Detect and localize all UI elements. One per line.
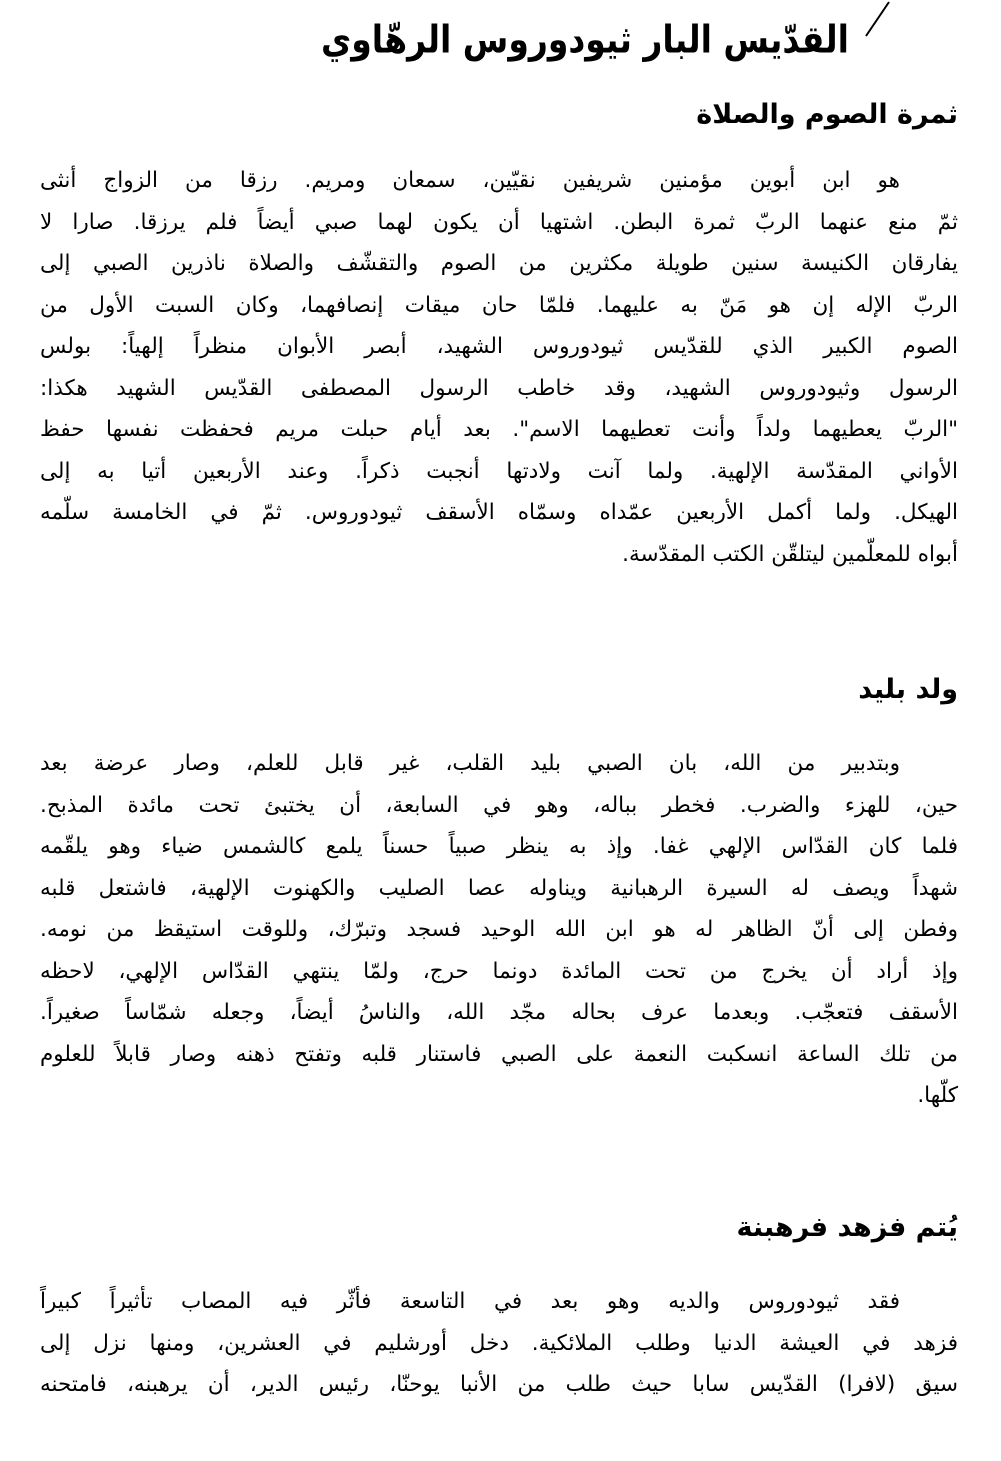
- text-line: حين، للهزء والضرب. فخطر بباله، وهو في السابعة، أن يختبئ تحت مائدة المذبح.: [40, 792, 958, 818]
- text-line: أبواه للمعلّمين ليتلقّن الكتب المقدّسة.: [622, 541, 958, 567]
- section-heading-2: ولد بليد: [858, 674, 958, 705]
- text-line: الأسقف فتعجّب. وبعدما عرف بحاله مجّد الله، والناسُ أيضاً، وجعله شمّاساً صغيراً.: [40, 1000, 958, 1025]
- text-line: سيق (لافرا) القدّيس سابا حيث طلب من الأنبا يوحنّا، رئيس الدير، أن يرهبنه، فامتحنه: [40, 1372, 958, 1397]
- text-line: الرسول وثيودوروس الشهيد، وقد خاطب الرسول المصطفى القدّيس الشهيد هكذا:: [40, 375, 958, 401]
- section-3-paragraph: [40, 1281, 958, 1406]
- section-heading-1: ثمرة الصوم والصلاة: [696, 99, 958, 130]
- text-line: فقد ثيودوروس والديه وهو بعد في التاسعة فأثّر فيه المصاب تأثيراً كبيراً: [40, 1289, 900, 1314]
- text-line: فلما كان القدّاس الإلهي غفا. وإذ به ينظر صبياً حسناً يلمع كالشمس ضياء وهو يلقّمه: [40, 834, 958, 859]
- text-line: الربّ الإله إن هو مَنّ به عليهما. فلمّا حان ميقات إنصافهما، وكان السبت الأول من: [40, 292, 958, 318]
- text-line: شهداً ويصف له السيرة الرهبانية ويناوله عصا الصليب والكهنوت الإلهية، فاشتعل قلبه: [40, 875, 958, 901]
- text-line: "الربّ يعطيهما ولداً وأنت تعطيهما الاسم". بعد أيام حبلت مريم فحفظت نفسها حفظ: [40, 417, 958, 442]
- text-line: ثمّ منع عنهما الربّ ثمرة البطن. اشتهيا أن يكون لهما صبي أيضاً فلم يرزقا. صارا لا: [40, 209, 958, 235]
- page-title: القدّيس البار ثيودوروس الرهّاوي: [321, 17, 849, 62]
- text-line: هو ابن أبوين مؤمنين شريفين نقيّين، سمعان ومريم. رزقا من الزواج أنثى: [40, 168, 900, 193]
- text-line: وفطن إلى أنّ الظاهر له هو ابن الله الوحيد فسجد وتبرّك، وللوقت استيقظ من نومه.: [40, 917, 958, 942]
- section-1-paragraph: [40, 160, 958, 575]
- text-line: الأواني المقدّسة الإلهية. ولما آنت ولادتها أنجبت ذكراً. وعند الأربعين أتيا به إلى: [40, 458, 958, 484]
- text-line: وإذ أراد أن يخرج من تحت المائدة دونما حرج، ولمّا ينتهي القدّاس الإلهي، لاحظه: [40, 958, 958, 984]
- section-heading-3: يُتم فزهد فرهبنة: [736, 1212, 958, 1243]
- text-line: الهيكل. ولما أكمل الأربعين عمّداه وسمّاه الأسقف ثيودوروس. ثمّ في الخامسة سلّمه: [40, 500, 958, 525]
- text-line: من تلك الساعة انسكبت النعمة على الصبي فاستنار قلبه وتفتح ذهنه وصار قابلاً للعلوم: [40, 1041, 958, 1067]
- text-line: فزهد في العيشة الدنيا وطلب الملائكية. دخل أورشليم في العشرين، ومنها نزل إلى: [40, 1330, 958, 1356]
- text-line: يفارقان الكنيسة سنين طويلة مكثرين من الصوم والتقشّف والصلاة ناذرين الصبي إلى: [40, 251, 958, 276]
- text-line: وبتدبير من الله، بان الصبي بليد القلب، غير قابل للعلم، وصار عرضة بعد: [40, 751, 900, 776]
- text-line: الصوم الكبير الذي للقدّيس ثيودوروس الشهيد، أبصر الأبوان منظراً إلهياً: بولس: [40, 334, 958, 359]
- text-line: كلّها.: [917, 1083, 958, 1108]
- section-2-paragraph: [40, 743, 958, 1117]
